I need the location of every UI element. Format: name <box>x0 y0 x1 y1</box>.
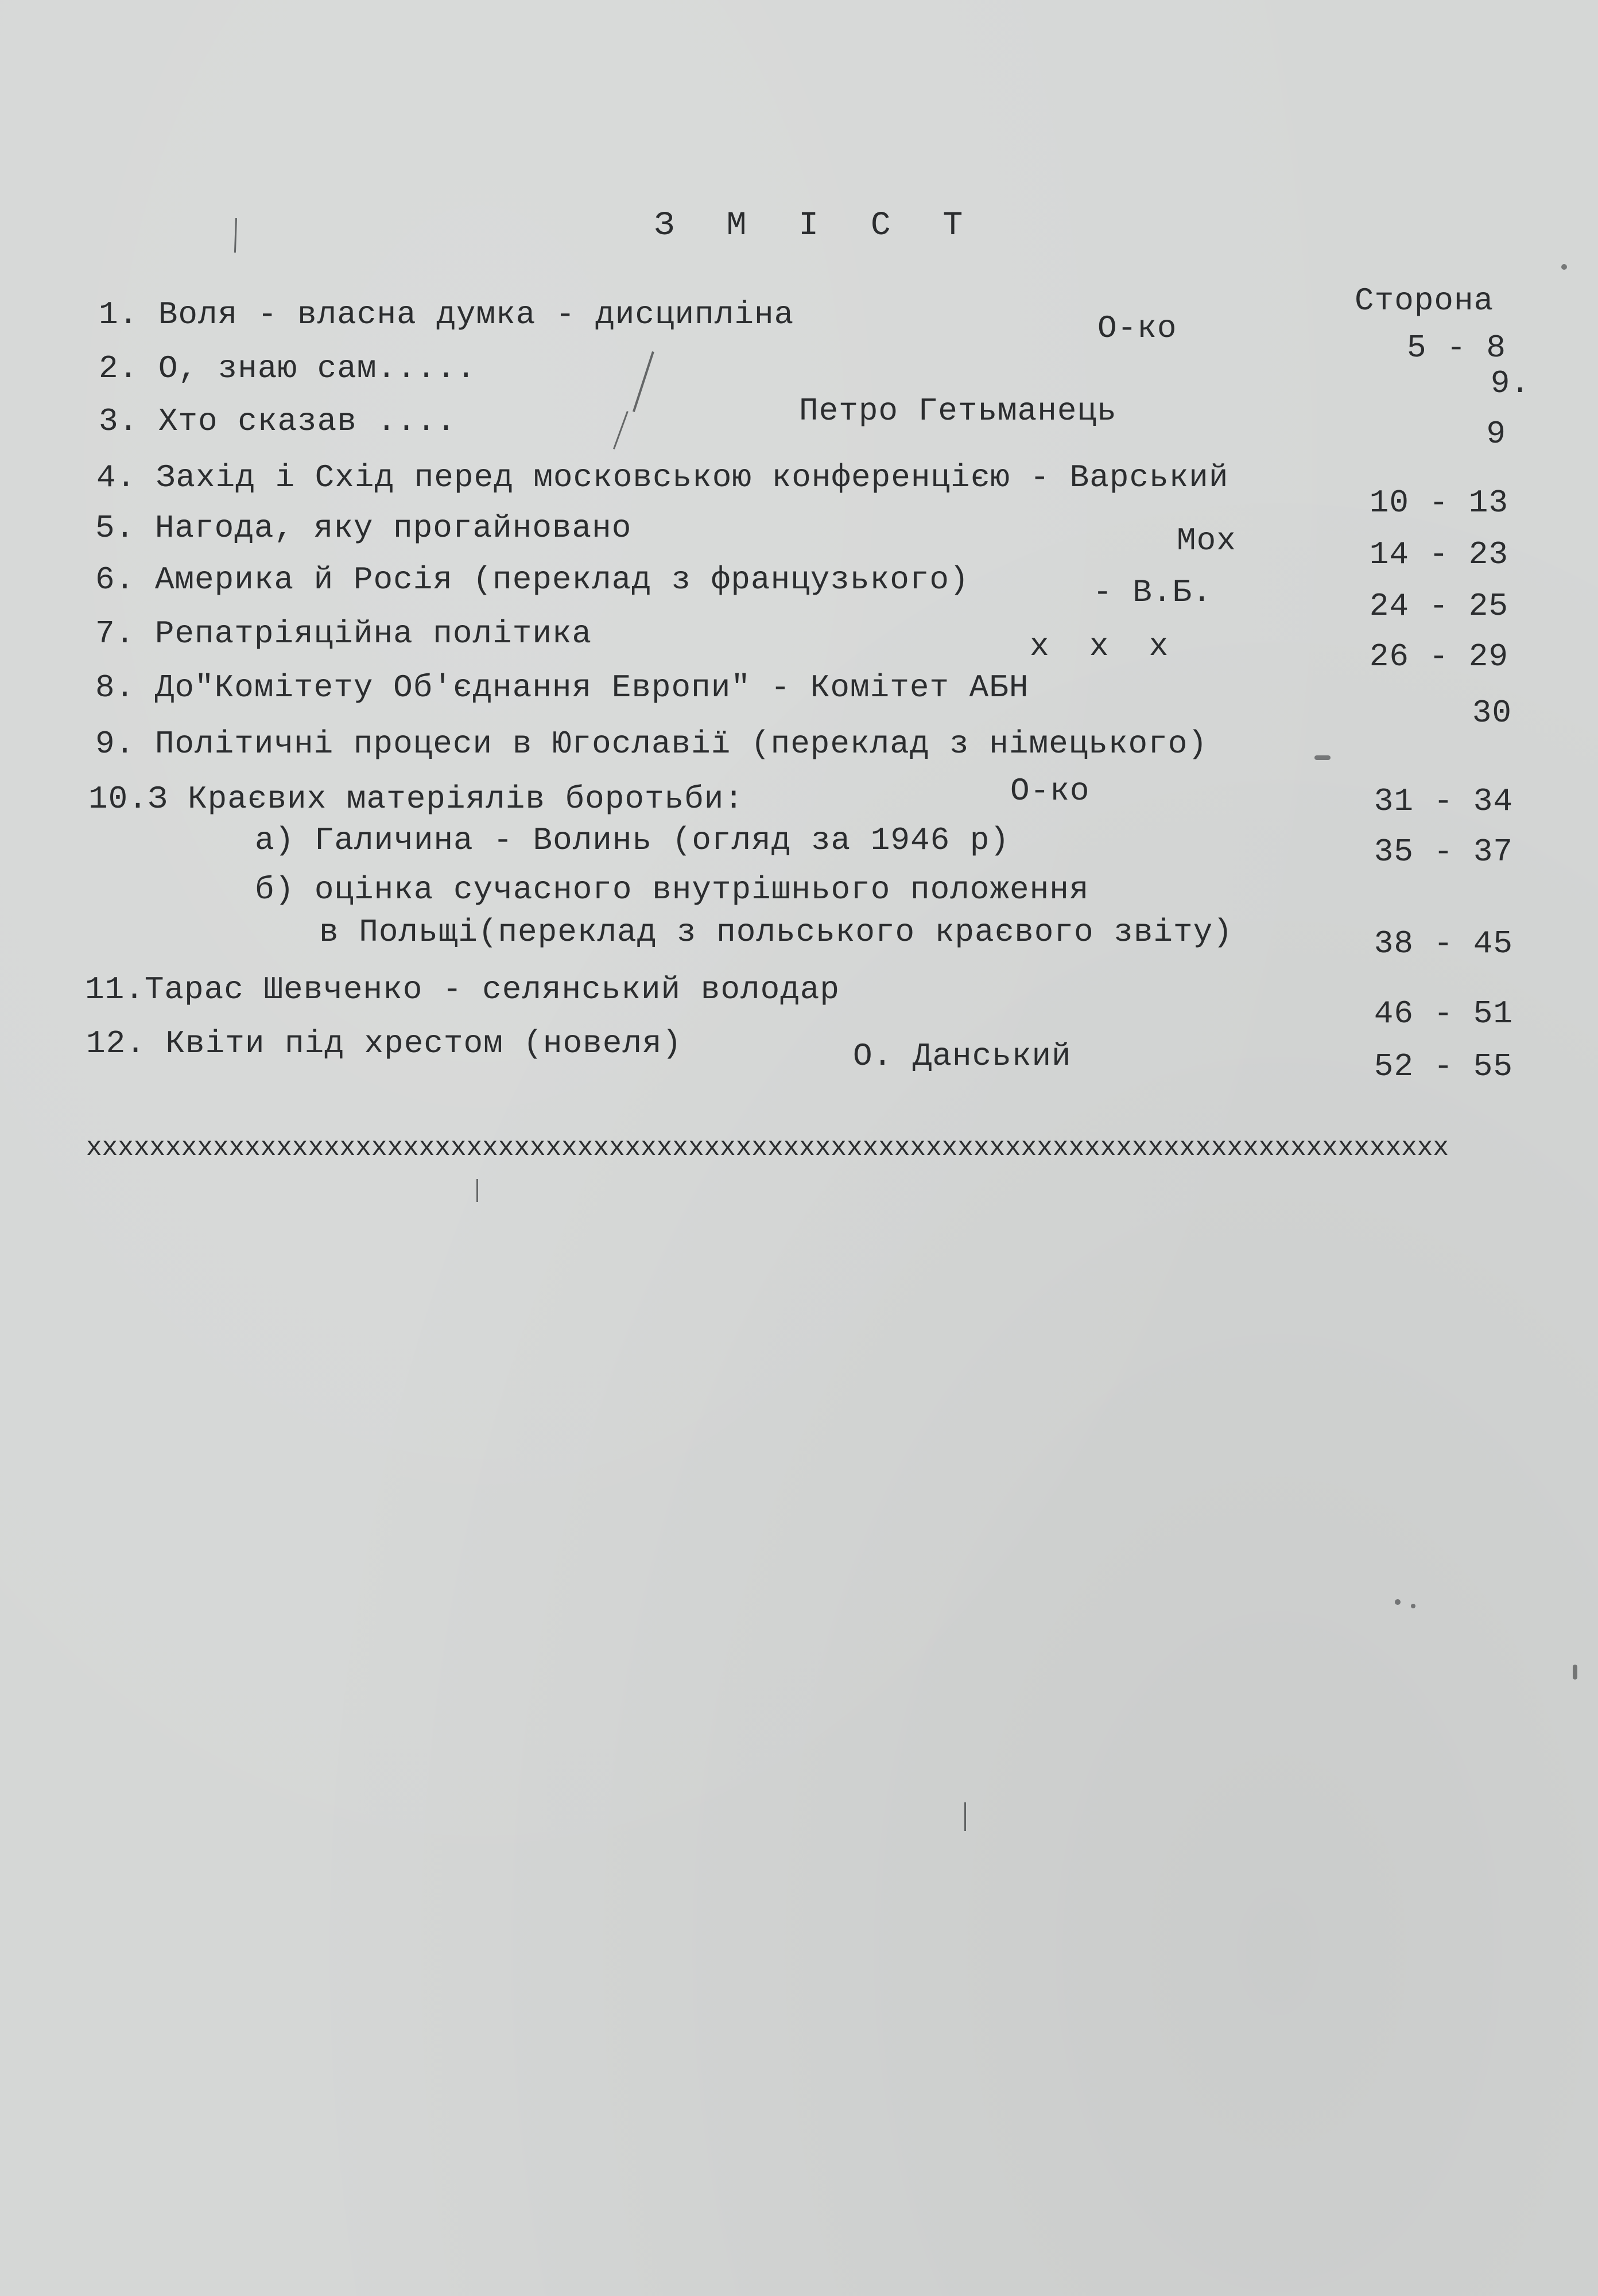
toc-entry-pages: 24 - 25 <box>1369 588 1508 625</box>
pen-stroke <box>633 351 654 412</box>
toc-entry-pages: 14 - 23 <box>1369 536 1508 573</box>
toc-entry-text: 2. О, знаю сам..... <box>99 350 476 387</box>
toc-entry-author: Петро Гетьманець <box>799 393 1117 429</box>
separator-line: xxxxxxxxxxxxxxxxxxxxxxxxxxxxxxxxxxxxxxxxxxxxxxxxxxxxxxxxxxxxxxxxxxxxxxxxxxxxxxxxxxxxxx <box>86 1133 1449 1163</box>
page-title: З М І С Т <box>654 207 979 245</box>
toc-entry-author: О. Данський <box>853 1038 1072 1075</box>
toc-entry-text: 11.Тарас Шевченко - селянський володар <box>85 971 840 1008</box>
toc-entry-text: 3. Хто сказав .... <box>99 403 456 440</box>
toc-entry-text: 1. Воля - власна думка - дисципліна <box>99 296 794 333</box>
toc-entry-pages: 10 - 13 <box>1369 484 1508 521</box>
toc-entry-pages: 52 - 55 <box>1374 1048 1513 1085</box>
toc-entry-pages: 26 - 29 <box>1369 638 1508 675</box>
toc-entry-text: 12. Квіти під хрестом (новеля) <box>86 1025 682 1062</box>
ink-dot <box>1395 1599 1401 1605</box>
toc-entry-text: 6. Америка й Росія (переклад з французького) <box>95 561 969 598</box>
pen-stroke <box>234 218 237 253</box>
toc-entry-text: 7. Репатріяційна політика <box>95 615 592 652</box>
toc-entry-pages: 5 - 8 <box>1406 329 1506 366</box>
toc-entry-text: 9. Політичні процеси в Югославії (переклад з німецького) <box>95 726 1208 762</box>
ink-dot <box>1314 755 1331 760</box>
pen-stroke <box>476 1179 478 1202</box>
toc-entry-pages: 46 - 51 <box>1374 995 1513 1032</box>
toc-subentry-text: в Польщі(переклад з польського краєвого звіту) <box>319 914 1233 951</box>
toc-entry-author: Мох <box>1177 522 1236 559</box>
pen-stroke <box>613 411 629 449</box>
toc-entry-text: 5. Нагода, яку прогайновано <box>95 510 632 546</box>
toc-entry-author: x x x <box>1030 628 1169 665</box>
page-column-header: Сторона <box>1355 282 1494 319</box>
toc-subentry-text: б) оцінка сучасного внутрішнього положення <box>255 871 1089 908</box>
toc-entry-pages: 9. <box>1490 365 1530 402</box>
ink-dot <box>1573 1665 1577 1680</box>
toc-entry-pages: 38 - 45 <box>1374 925 1513 962</box>
toc-entry-author: О-ко <box>1097 310 1177 347</box>
toc-entry-author: - В.Б. <box>1093 574 1212 611</box>
toc-entry-pages: 9 <box>1486 416 1506 452</box>
pen-stroke <box>964 1802 966 1831</box>
ink-dot <box>1411 1604 1415 1608</box>
toc-entry-pages: 30 <box>1472 695 1512 731</box>
toc-entry-pages: 35 - 37 <box>1374 833 1513 870</box>
toc-entry-author: О-ко <box>1010 773 1090 809</box>
toc-entry-text: 8. До"Комітету Об'єднання Европи" - Комітет АБН <box>95 669 1029 706</box>
toc-entry-pages: 31 - 34 <box>1374 783 1513 820</box>
ink-dot <box>1561 264 1567 270</box>
toc-entry-text: 4. Захід і Схід перед московською конференцією - Варський <box>96 459 1229 496</box>
toc-subentry-text: а) Галичина - Волинь (огляд за 1946 р) <box>255 822 1010 859</box>
toc-entry-text: 10.З Краєвих матеріялів боротьби: <box>88 781 744 817</box>
